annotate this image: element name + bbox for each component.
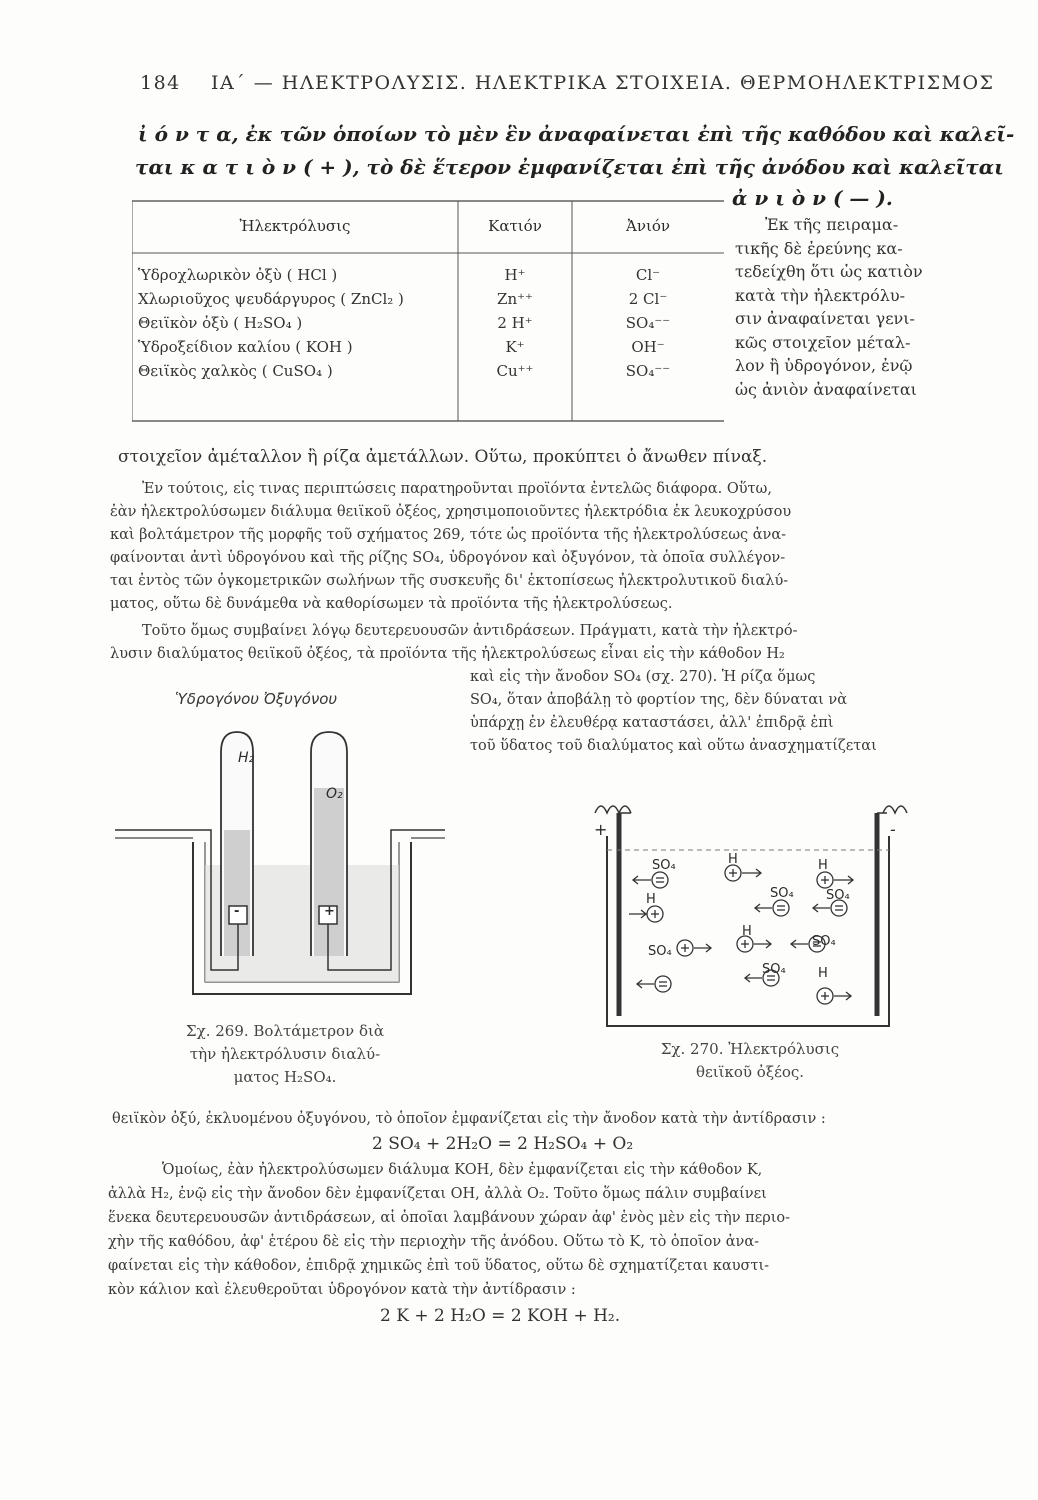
equation-1: 2 SO₄ + 2H₂O = 2 H₂SO₄ + O₂ bbox=[372, 1134, 634, 1154]
table-row bbox=[132, 263, 724, 287]
fig269-caption bbox=[165, 1020, 405, 1089]
text-line: λυσιν διαλύματος θειϊκοῦ ὀξέος, τὰ προϊόντα τῆς ἠλεκτρολύσεως εἶναι εἰς τὴν κάθοδον H₂ bbox=[110, 646, 785, 662]
after-table-line: στοιχεῖον ἀμέταλλον ἢ ρίζα ἀμετάλλων. Οὕτω, προκύπτει ὁ ἄνωθεν πίναξ. bbox=[118, 447, 768, 467]
table-cell: Θειϊκὸς χαλκὸς ( CuSO₄ ) bbox=[138, 362, 333, 380]
fig269-gas-label: Ὑδρογόνου Ὀξυγόνου bbox=[175, 690, 338, 708]
fig270-caption bbox=[625, 1038, 875, 1084]
caption-line: Σχ. 269. Βολτάμετρον διὰ bbox=[186, 1022, 384, 1040]
table-cell: Cu⁺⁺ bbox=[496, 362, 534, 380]
paragraph-2-right bbox=[470, 666, 940, 758]
side-text-line: κῶς στοιχεῖον μέταλ- bbox=[735, 332, 911, 352]
text-line: τοῦ ὕδατος τοῦ διαλύματος καὶ οὕτω ἀνασχηματίζεται bbox=[470, 738, 877, 754]
text-line: Τοῦτο ὅμως συμβαίνει λόγῳ δευτερευουσῶν ἀντιδράσεων. Πράγματι, κατὰ τὴν ἠλεκτρό- bbox=[142, 623, 798, 639]
paragraph-3: θειϊκὸν ὀξύ, ἐκλυομένου ὀξυγόνου, τὸ ὁποῖον ἐμφανίζεται εἰς τὴν ἄνοδον κατὰ τὴν ἀντίδρασιν : bbox=[112, 1111, 826, 1127]
text-line: κὸν κάλιον καὶ ἐλευθεροῦται ὑδρογόνον κατὰ τὴν ἀντίδρασιν : bbox=[108, 1282, 576, 1298]
table-header-anion: Ἀνιόν bbox=[626, 217, 670, 235]
table-cell: SO₄⁻⁻ bbox=[625, 362, 671, 380]
ion-table-box bbox=[132, 195, 724, 435]
text-line: SO₄, ὅταν ἀποβάλῃ τὸ φορτίον της, δὲν δύναται νὰ bbox=[470, 692, 848, 708]
table-row bbox=[132, 335, 724, 359]
side-text-line: τεδείχθη ὅτι ὡς κατιὸν bbox=[735, 262, 923, 281]
table-cell: Cl⁻ bbox=[635, 266, 661, 284]
paragraph-1 bbox=[110, 478, 940, 616]
text-line: φαίνεται εἰς τὴν κάθοδον, ἐπιδρᾷ χημικῶς ἐπὶ τοῦ ὕδατος, οὕτω δὲ σχηματίζεται καυστι- bbox=[108, 1258, 770, 1274]
text-line: ματος, οὕτω δὲ δυνάμεθα νὰ καθορίσωμεν τὰ προϊόντα τῆς ἠλεκτρολύσεως. bbox=[110, 596, 673, 612]
table-cell: K⁺ bbox=[505, 338, 525, 356]
electrode-plus-sign: + bbox=[324, 904, 335, 919]
table-cell: SO₄⁻⁻ bbox=[625, 314, 671, 332]
table-row bbox=[132, 287, 724, 311]
voltameter-figure-269 bbox=[115, 720, 445, 1020]
table-cell: Ὑδροχλωρικὸν ὀξὺ ( HCl ) bbox=[138, 266, 338, 284]
side-text-line: Ἐκ τῆς πειραμα- bbox=[765, 215, 899, 234]
ion-label-h: H bbox=[818, 858, 828, 873]
caption-line: θειϊκοῦ ὀξέος. bbox=[695, 1063, 805, 1081]
text-line: Ὁμοίως, ἐὰν ἠλεκτρολύσωμεν διάλυμα KOH, δὲν ἐμφανίζεται εἰς τὴν κάθοδον K, bbox=[162, 1162, 763, 1178]
caption-line: τὴν ἠλεκτρόλυσιν διαλύ- bbox=[189, 1045, 381, 1063]
intro-line-1: ἰ ό ν τ α, ἐκ τῶν ὁποίων τὸ μὲν ἓν ἀναφαίνεται ἐπὶ τῆς καθόδου καὶ καλεῖ- bbox=[138, 122, 1015, 146]
table-cell: 2 H⁺ bbox=[497, 314, 533, 332]
side-text-line: κατὰ τὴν ἠλεκτρόλυ- bbox=[735, 285, 905, 305]
text-line: Ἐν τούτοις, εἰς τινας περιπτώσεις παρατηροῦνται προϊόντα ἐντελῶς διάφορα. Οὕτω, bbox=[142, 481, 772, 497]
table-header-electrolysis: Ἠλεκτρόλυσις bbox=[239, 217, 351, 235]
text-line: καὶ εἰς τὴν ἄνοδον SO₄ (σχ. 270). Ἡ ρίζα ὅμως bbox=[470, 669, 816, 685]
table-cell: H⁺ bbox=[504, 266, 526, 284]
ion-label-so4: SO₄ bbox=[762, 962, 786, 977]
tube-label-o2: O₂ bbox=[326, 786, 343, 802]
table-row bbox=[132, 359, 724, 383]
running-header bbox=[140, 72, 995, 94]
table-cell: Χλωριοῦχος ψευδάργυρος ( ZnCl₂ ) bbox=[138, 290, 404, 308]
ion-label-so4: SO₄ bbox=[770, 886, 794, 901]
electrolysis-figure-270 bbox=[585, 788, 915, 1033]
intro-line-2: ται κ α τ ι ὸ ν ( + ), τὸ δὲ ἕτερον ἐμφανίζεται ἐπὶ τῆς ἀνόδου καὶ καλεῖται bbox=[135, 155, 1004, 179]
table-row bbox=[132, 311, 724, 335]
text-line: χὴν τῆς καθόδου, ἀφ' ἑτέρου δὲ εἰς τὴν περιοχὴν τῆς ἀνόδου. Οὕτω τὸ K, τὸ ὁποῖον ἀνα- bbox=[108, 1234, 760, 1250]
text-line: καὶ βολτάμετρον τῆς μορφῆς τοῦ σχήματος 269, τότε ὡς προϊόντα τῆς ἠλεκτρολύσεως ἀνα- bbox=[110, 527, 787, 543]
side-text-line: σιν ἀναφαίνεται γενι- bbox=[735, 309, 915, 328]
text-line: ἐὰν ἠλεκτρολύσωμεν διάλυμα θειϊκοῦ ὀξέος, χρησιμοποιοῦντες ἠλεκτρόδια ἐκ λευκοχρύσου bbox=[110, 504, 792, 520]
table-cell: Zn⁺⁺ bbox=[497, 290, 533, 308]
paragraph-4 bbox=[108, 1158, 938, 1302]
ion-label-h: H bbox=[728, 852, 738, 867]
paragraph-2 bbox=[110, 620, 940, 666]
table-cell: Θειϊκὸν ὀξὺ ( H₂SO₄ ) bbox=[138, 314, 303, 332]
ion-label-so4: SO₄ bbox=[648, 944, 672, 959]
ion-label-h: H bbox=[646, 892, 656, 907]
table-cell: OH⁻ bbox=[631, 338, 665, 356]
ion-table bbox=[132, 263, 724, 383]
side-text-line: λον ἢ ὑδρογόνον, ἐνῷ bbox=[735, 356, 913, 375]
side-text-column bbox=[735, 213, 945, 401]
ion-label-h: H bbox=[742, 924, 752, 939]
text-line: ὑπάρχῃ ἐν ἐλευθέρᾳ καταστάσει, ἀλλ' ἐπιδρᾷ ἐπὶ bbox=[470, 715, 834, 731]
ion-label-h: H bbox=[818, 966, 828, 981]
ion-label-so4: SO₄ bbox=[812, 934, 836, 949]
electrode-minus-sign: - bbox=[234, 904, 240, 919]
text-line: ἀλλὰ H₂, ἐνῷ εἰς τὴν ἄνοδον δὲν ἐμφανίζεται OH, ἀλλὰ O₂. Τοῦτο ὅμως πάλιν συμβαίνει bbox=[108, 1186, 767, 1202]
side-text-line: ὡς ἀνιὸν ἀναφαίνεται bbox=[735, 379, 917, 399]
intro-line-3: ἀ ν ι ὸ ν ( — ). bbox=[732, 186, 893, 210]
tube-label-h2: H₂ bbox=[238, 750, 255, 766]
text-line: ται ἐντὸς τῶν ὀγκομετρικῶν σωλήνων τῆς συσκευῆς δι' ἐκτοπίσεως ἠλεκτρολυτικοῦ διαλύ- bbox=[110, 573, 789, 589]
table-cell: Ὑδροξείδιον καλίου ( KOH ) bbox=[138, 338, 353, 356]
side-text-line: τικῆς δὲ ἐρεύνης κα- bbox=[735, 238, 903, 258]
text-line: ἕνεκα δευτερευουσῶν ἀντιδράσεων, αἱ ὁποῖαι λαμβάνουν χώραν ἀφ' ἑνὸς μὲν εἰς τὴν περιο- bbox=[108, 1210, 791, 1226]
text-line: φαίνονται ἀντὶ ὑδρογόνου καὶ τῆς ρίζης SO₄, ὑδρογόνον καὶ ὀξυγόνον, τὰ ὁποῖα συλλέγον- bbox=[110, 550, 786, 566]
caption-line: Σχ. 270. Ἠλεκτρόλυσις bbox=[660, 1040, 840, 1058]
fig270-minus-sign: - bbox=[890, 820, 896, 839]
equation-2: 2 K + 2 H₂O = 2 KOH + H₂. bbox=[380, 1306, 621, 1326]
ion-label-so4: SO₄ bbox=[826, 888, 850, 903]
table-cell: 2 Cl⁻ bbox=[628, 290, 668, 308]
chapter-title: ΙΑ΄ — ΗΛΕΚΤΡΟΛΥΣΙΣ. ΗΛΕΚΤΡΙΚΑ ΣΤΟΙΧΕΙΑ. ΘΕΡΜΟΗΛΕΚΤΡΙΣΜΟΣ bbox=[210, 72, 995, 94]
page-number: 184 bbox=[140, 72, 181, 94]
fig270-plus-sign: + bbox=[594, 820, 608, 839]
table-header-cation: Κατιόν bbox=[488, 217, 542, 235]
caption-line: ματος H₂SO₄. bbox=[233, 1068, 337, 1086]
ion-label-so4: SO₄ bbox=[652, 858, 676, 873]
